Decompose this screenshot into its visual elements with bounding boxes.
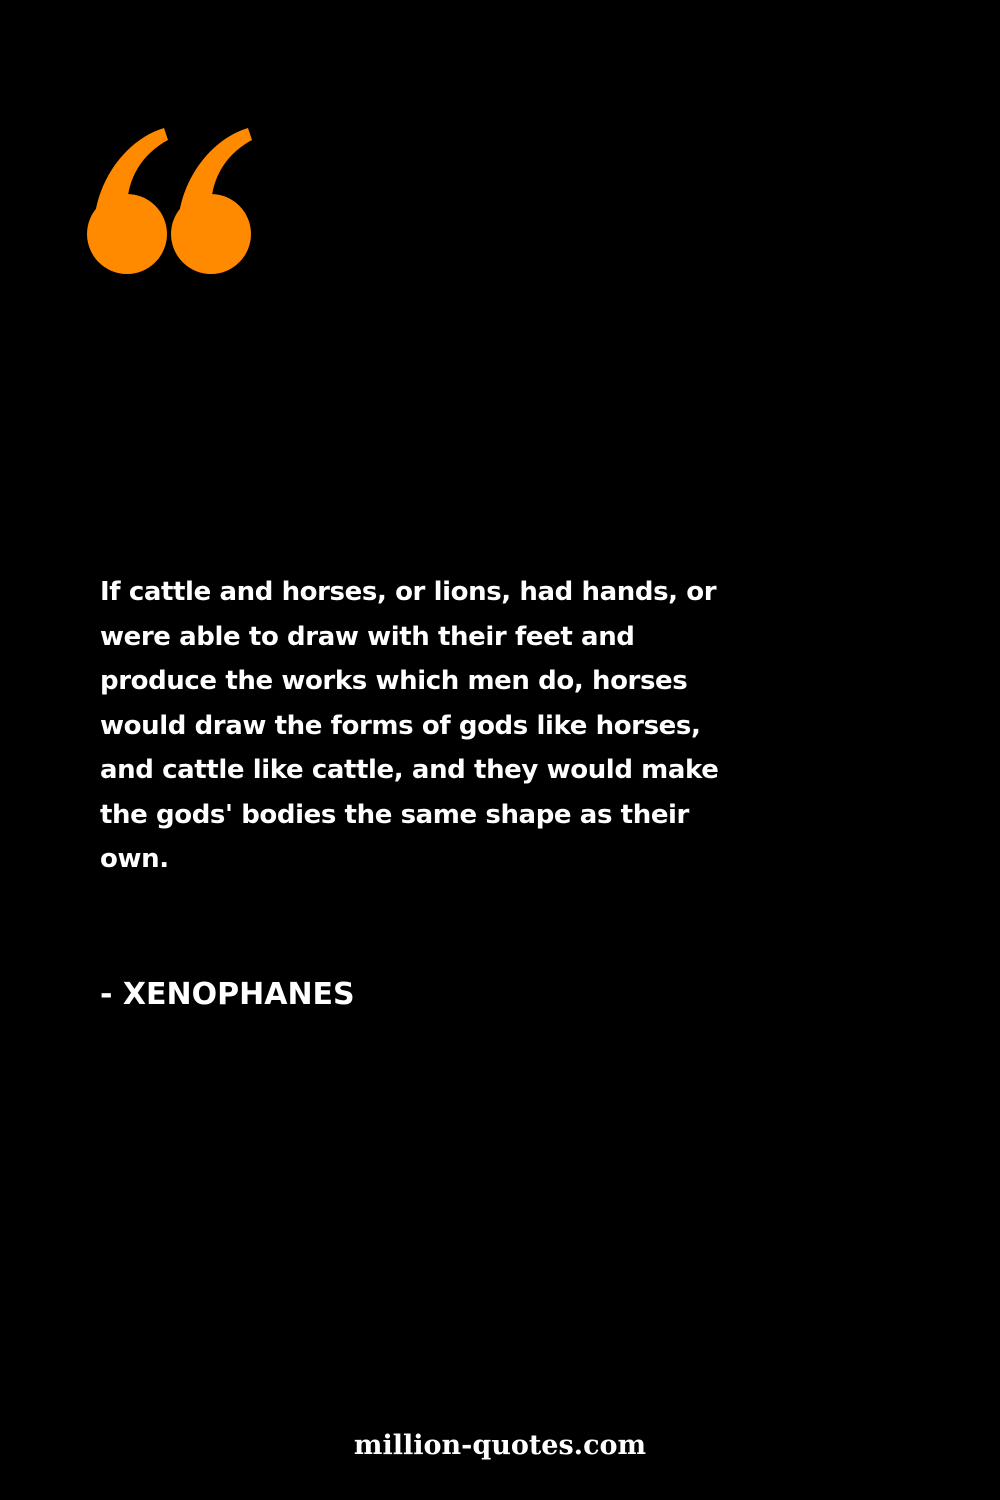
opening-quote-icon xyxy=(84,126,256,276)
site-watermark: million-quotes.com xyxy=(353,1430,647,1461)
quote-text: If cattle and horses, or lions, had hands, or were able to draw with their feet and produce the works which men do, horses would draw the forms of gods like horses, and cattle like cattle, and they would make the gods' bodies the same shape as their own. xyxy=(100,577,719,874)
quote-author: - XENOPHANES xyxy=(100,977,355,1012)
